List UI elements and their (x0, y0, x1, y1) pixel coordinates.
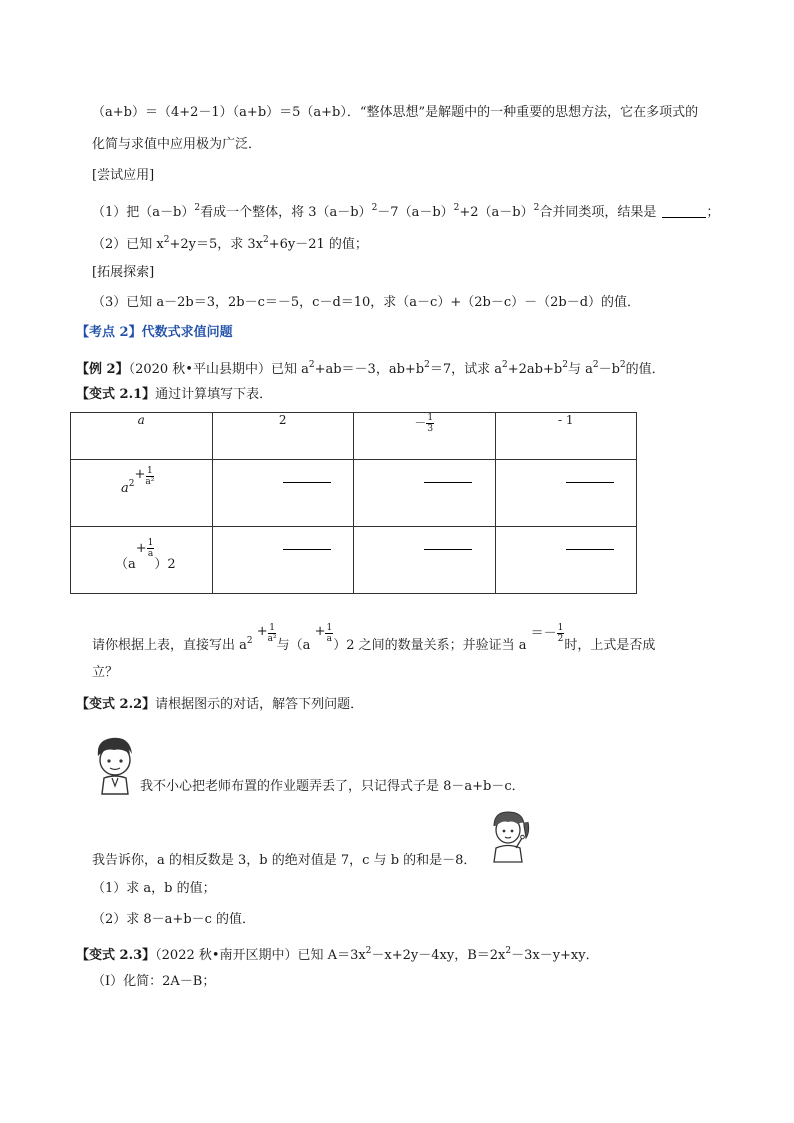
intro-line-2: 化简与求值中应用极为广泛． (92, 137, 262, 152)
key-point-2-heading: 【考点 2】代数式求值问题 (76, 325, 233, 340)
answer-cell[interactable] (212, 460, 354, 527)
answer-cell[interactable] (212, 527, 354, 594)
table-question: 请你根据上表，直接写出 $a^2$ + $\frac{1}{\text{a²}}$ 与（a + $\frac{1}{a}$ ）2 之间的数量关系；并验证当 a ＝－ $\frac{1}{2}$ 时，上式是否成 (92, 623, 656, 653)
answer-blank[interactable] (662, 205, 706, 218)
value-table (70, 412, 637, 594)
variation-2-1: 【变式 2.1】通过计算填写下表． (76, 387, 273, 402)
header-cell-neg-1: - 1 (495, 413, 637, 460)
boy-speech: 我不小心把老师布置的作业题弄丢了，只记得式子是 8－a+b－c． (140, 779, 525, 794)
table-question-end: 立？ (92, 665, 119, 680)
try-heading: [尝试应用] (92, 168, 155, 183)
row-label-a-plus-sq: （a+ $\frac{1}{a}$ ）2 (71, 527, 213, 594)
header-cell-2: 2 (212, 413, 354, 460)
v23-question-1: （Ⅰ）化简：2A－B； (92, 974, 216, 989)
girl-speech: 我告诉你，a 的相反数是 3，b 的绝对值是 7，c 与 b 的和是－8． (92, 853, 477, 868)
boy-avatar-icon (92, 734, 138, 796)
example-2: 【例 2】（2020 秋•平山县期中）已知 $a^2+ab=-3$，$ab+b^2=7$，试求 $a^2+2ab+b^2$与 $a^2-b^2$的值． (76, 360, 665, 377)
answer-cell[interactable] (354, 527, 496, 594)
row-label-a2-plus: $a^2+$ $\frac{1}{\text{a²}}$ (71, 460, 213, 527)
intro-line-1: （a+b）＝（4+2－1）（a+b）＝5（a+b）．“整体思想”是解题中的一种重要的思想方法，它在多项式的 (92, 105, 699, 120)
variation-2-2: 【变式 2.2】请根据图示的对话，解答下列问题． (76, 697, 364, 712)
answer-cell[interactable] (495, 460, 637, 527)
header-cell-a: a (71, 413, 213, 460)
header-cell-neg-third: － $\frac{1}{3}$ (354, 413, 496, 460)
v22-question-1: （1）求 a，b 的值； (92, 881, 216, 896)
question-3: （3）已知 a－2b＝3，2b－c＝－5，c－d＝10，求（a－c）+（2b－c）－（2b－d）的值． (92, 295, 641, 310)
extend-heading: [拓展探索] (92, 265, 155, 280)
question-2: （2）已知 $x^2+2y=5$，求 $3x^2+6y-21$ 的值； (92, 235, 368, 252)
variation-2-3: 【变式 2.3】（2022 秋•南开区期中）已知 $A=3x^2-x+2y-4xy$，$B=2x^2-3x-y+xy$． (76, 946, 599, 963)
answer-cell[interactable] (495, 527, 637, 594)
answer-cell[interactable] (354, 460, 496, 527)
girl-avatar-icon (486, 808, 532, 864)
v22-question-2: （2）求 8－a+b－c 的值． (92, 912, 256, 927)
question-1: （1）把$(a-b)^2$看成一个整体，将 $3(a-b)^2-7(a-b)^2+2(a-b)^2$合并同类项，结果是 ； (92, 203, 720, 220)
